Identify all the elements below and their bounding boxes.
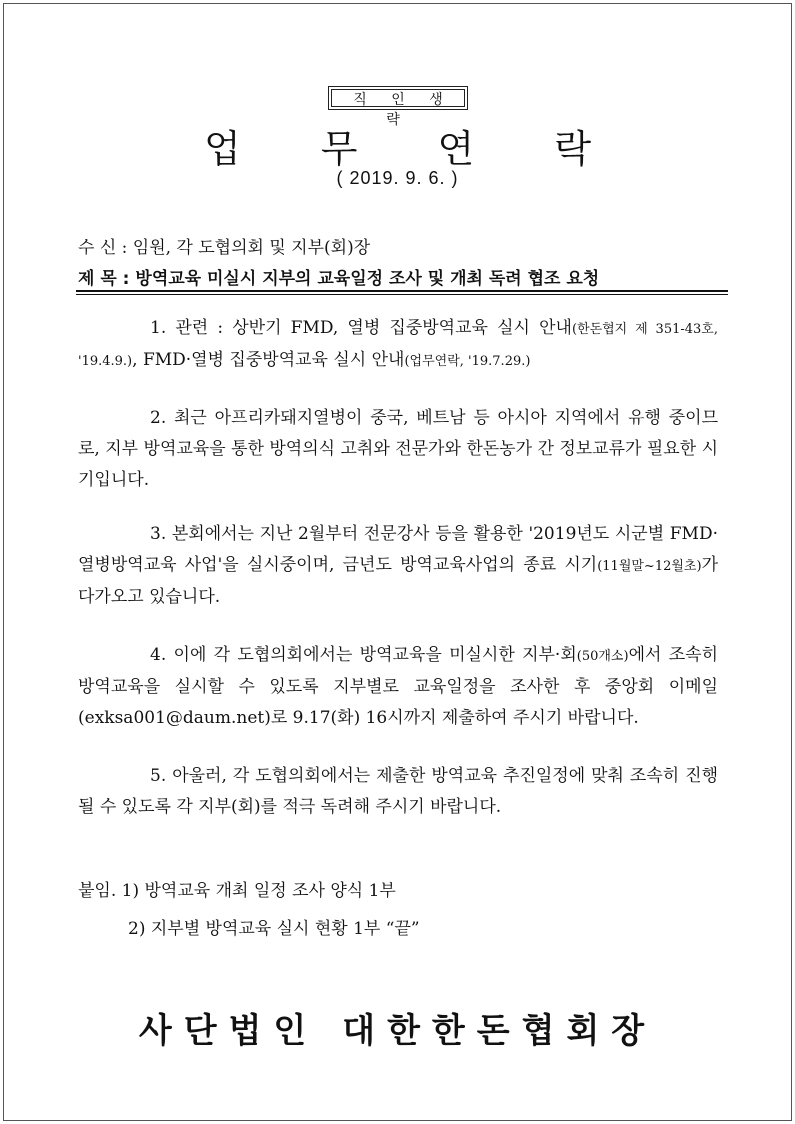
paragraph-5 [78, 761, 718, 823]
paragraph-4-tail: 에서 조속히 방역교육을 실시할 수 있도록 지부별로 교육일정을 조사한 후 중앙회 이메일(exksa001@daum.net)로 9.17(화) 16시까지 제출하여 주시기 바랍니다. [78, 645, 718, 728]
paragraph-3 [78, 519, 718, 613]
subject-rule-thick [76, 290, 728, 292]
paragraph-2-text: 2. 최근 아프리카돼지열병이 중국, 베트남 등 아시아 지역에서 유행 중이므로, 지부 방역교육을 통한 방역의식 고취와 전문가와 한돈농가 간 정보교류가 필요한 시기입니다. [78, 408, 718, 490]
paragraph-1-reference-1: (한돈협지 제 351-43호, '19.4.9.) [78, 322, 718, 369]
seal-omitted-text: 직 인 생 략 [353, 92, 453, 128]
paragraph-2 [78, 403, 718, 496]
document-title: 업 무 연 락 [203, 127, 626, 171]
organization-part-1: 사단법인 [138, 1011, 319, 1051]
paragraph-3-main: 3. 본회에서는 지난 2월부터 전문강사 등을 활용한 '2019년도 시군별 FMD·열병방역교육 사업'을 실시중이며, 금년도 방역교육사업의 종료 시기 [78, 524, 718, 575]
paragraph-3-reference: (11월말~12월초) [597, 559, 702, 574]
recipient-line: 수 신 : 임원, 각 도협의회 및 지부(회)장 [78, 238, 371, 258]
attachment-item-1: 붙임. 1) 방역교육 개최 일정 조사 양식 1부 [78, 881, 396, 901]
attachment-item-2: 2) 지부별 방역교육 실시 현황 1부 “끝” [128, 919, 420, 939]
paragraph-1-main-2: , FMD·열병 집중방역교육 실시 안내 [132, 350, 405, 370]
paragraph-4-main: 4. 이에 각 도협의회에서는 방역교육을 미실시한 지부·회 [150, 645, 577, 665]
paragraph-4-reference: (50개소) [576, 649, 629, 664]
organization-part-2: 대한한돈협회장 [342, 1011, 657, 1051]
paragraph-4 [78, 640, 718, 734]
paragraph-1-reference-2: (업무연락, '19.7.29.) [404, 354, 531, 369]
paragraph-1-main: 1. 관련 : 상반기 FMD, 열병 집중방역교육 실시 안내 [150, 318, 572, 338]
document-date: ( 2019. 9. 6. ) [336, 168, 459, 188]
subject-line: 제 목 : 방역교육 미실시 지부의 교육일정 조사 및 개최 독려 협조 요청 [78, 269, 600, 289]
paragraph-3-tail: 가 다가오고 있습니다. [78, 555, 718, 607]
issuing-organization [0, 1003, 795, 1052]
subject-rule-thin [76, 294, 728, 295]
paragraph-1 [78, 313, 718, 377]
seal-omitted-box [328, 86, 468, 128]
paragraph-5-text: 5. 아울러, 각 도협의회에서는 제출한 방역교육 추진일정에 맞춰 조속히 진행될 수 있도록 각 지부(회)를 적극 독려해 주시기 바랍니다. [78, 766, 718, 817]
